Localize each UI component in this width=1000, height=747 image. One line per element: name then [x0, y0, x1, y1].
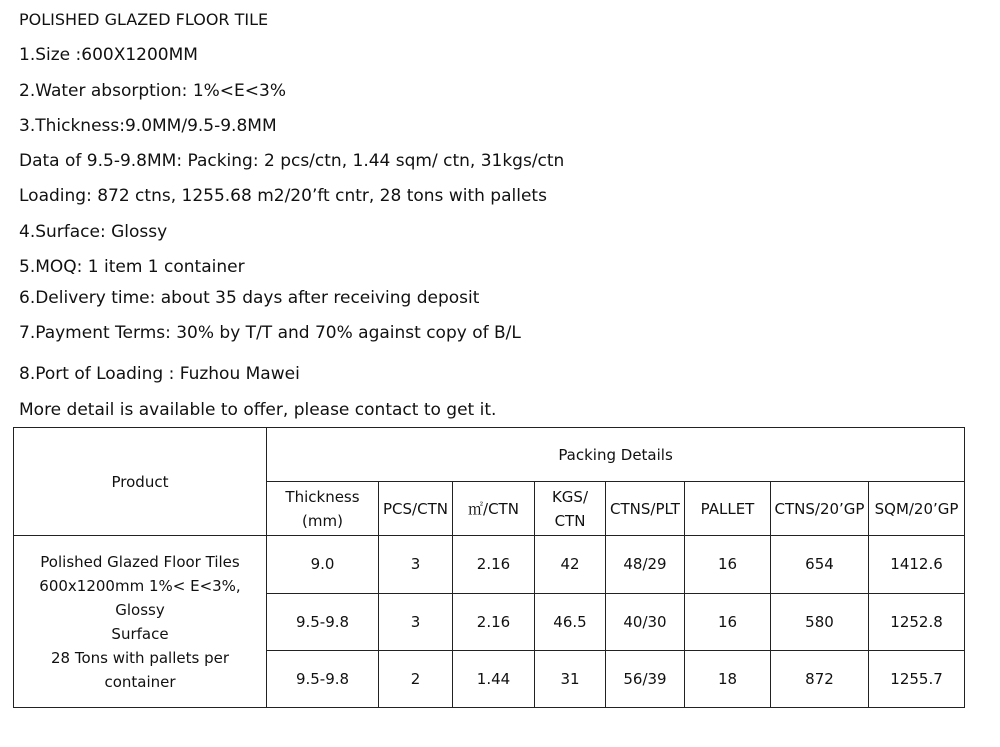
cell-pallet: 16	[685, 536, 771, 593]
cell-ctns-plt: 40/30	[606, 593, 685, 650]
spec-packing-data: Data of 9.5-9.8MM: Packing: 2 pcs/ctn, 1.44 sqm/ ctn, 31kgs/ctn	[19, 151, 565, 171]
product-description	[14, 536, 267, 708]
ctns-plt-header: CTNS/PLT	[606, 482, 685, 536]
spec-port-of-loading: 8.Port of Loading : Fuzhou Mawei	[19, 364, 300, 384]
table-row	[14, 536, 965, 593]
packing-details-header: Packing Details	[267, 428, 965, 482]
m2-ctn-header: ㎡/CTN	[453, 482, 535, 536]
cell-thickness: 9.0	[267, 536, 379, 593]
spec-size: 1.Size :600X1200MM	[19, 45, 198, 65]
spec-thickness: 3.Thickness:9.0MM/9.5-9.8MM	[19, 116, 277, 136]
kgs-ctn-header	[535, 482, 606, 536]
product-line: 600x1200mm 1%< E<3%, Glossy	[39, 576, 241, 619]
document-title: POLISHED GLAZED FLOOR TILE	[19, 10, 269, 29]
cell-kgs: 31	[535, 650, 606, 707]
cell-m2: 1.44	[453, 650, 535, 707]
spec-payment-terms: 7.Payment Terms: 30% by T/T and 70% against copy of B/L	[19, 323, 521, 343]
cell-ctns-plt: 48/29	[606, 536, 685, 593]
thickness-header-line2: (mm)	[302, 511, 343, 530]
cell-sqm-20gp: 1255.7	[869, 650, 965, 707]
cell-ctns-20gp: 872	[771, 650, 869, 707]
cell-ctns-20gp: 654	[771, 536, 869, 593]
pcs-ctn-header: PCS/CTN	[379, 482, 453, 536]
kgs-header-line1: KGS/	[551, 487, 589, 506]
contact-note: More detail is available to offer, please contact to get it.	[19, 400, 497, 420]
cell-sqm-20gp: 1412.6	[869, 536, 965, 593]
sqm-20gp-header: SQM/20’GP	[869, 482, 965, 536]
cell-pcs: 3	[379, 536, 453, 593]
product-line: Surface	[111, 624, 169, 643]
cell-m2: 2.16	[453, 593, 535, 650]
cell-thickness: 9.5-9.8	[267, 593, 379, 650]
spec-loading: Loading: 872 ctns, 1255.68 m2/20’ft cntr, 28 tons with pallets	[19, 186, 547, 206]
thickness-header-line1: Thickness	[285, 487, 360, 506]
cell-ctns-plt: 56/39	[606, 650, 685, 707]
spec-water-absorption: 2.Water absorption: 1%<E<3%	[19, 81, 286, 101]
spec-surface: 4.Surface: Glossy	[19, 222, 168, 242]
cell-thickness: 9.5-9.8	[267, 650, 379, 707]
product-line: Polished Glazed Floor Tiles	[40, 552, 240, 571]
product-line: container	[104, 672, 176, 691]
spec-moq: 5.MOQ: 1 item 1 container	[19, 257, 245, 277]
product-line: 28 Tons with pallets per	[51, 648, 229, 667]
spec-delivery-time: 6.Delivery time: about 35 days after receiving deposit	[19, 288, 480, 308]
pallet-header: PALLET	[685, 482, 771, 536]
cell-ctns-20gp: 580	[771, 593, 869, 650]
cell-kgs: 42	[535, 536, 606, 593]
product-header: Product	[14, 428, 267, 536]
kgs-header-line2: CTN	[554, 511, 586, 530]
packing-details-table	[13, 427, 965, 708]
cell-sqm-20gp: 1252.8	[869, 593, 965, 650]
thickness-header	[267, 482, 379, 536]
cell-m2: 2.16	[453, 536, 535, 593]
cell-kgs: 46.5	[535, 593, 606, 650]
ctns-20gp-header: CTNS/20’GP	[771, 482, 869, 536]
cell-pcs: 3	[379, 593, 453, 650]
cell-pcs: 2	[379, 650, 453, 707]
cell-pallet: 18	[685, 650, 771, 707]
cell-pallet: 16	[685, 593, 771, 650]
